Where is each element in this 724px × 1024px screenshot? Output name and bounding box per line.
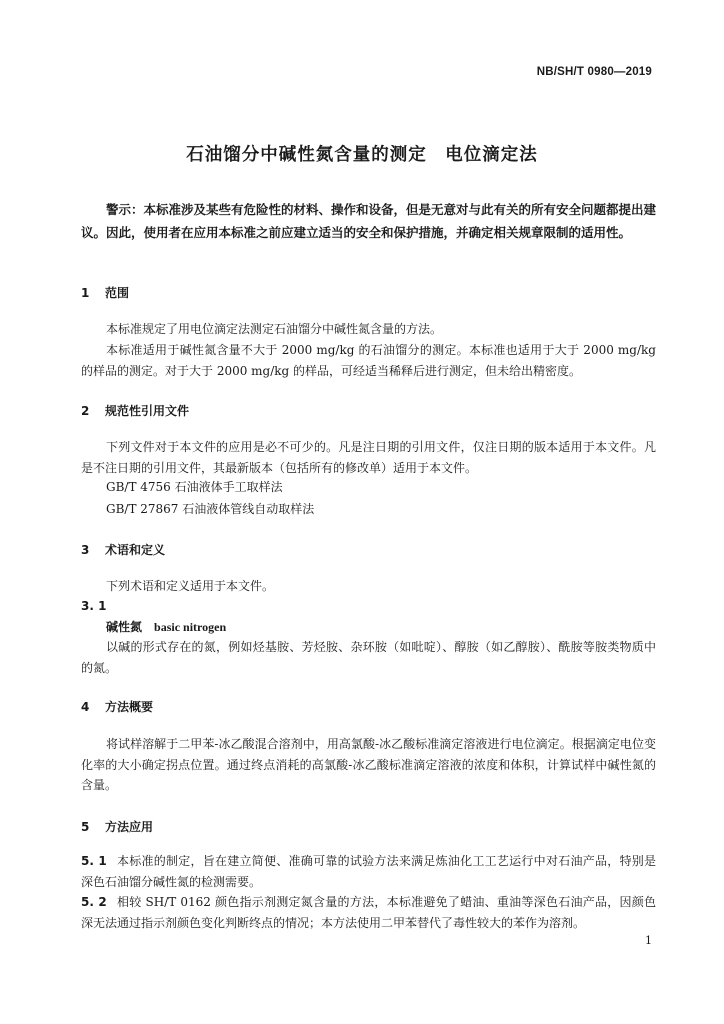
term-chinese: 碱性氮 bbox=[106, 620, 143, 634]
document-title: 石油馏分中碱性氮含量的测定 电位滴定法 bbox=[186, 145, 538, 165]
section-5-heading bbox=[81, 818, 153, 835]
section-4-paragraph-1: 将试样溶解于二甲苯-冰乙酸混合溶剂中，用高氯酸-冰乙酸标准滴定溶液进行电位滴定。根据滴定电位变化率的大小确定拐点位置。通过终点消耗的高氯酸-冰乙酸标准滴定溶液的浓度和体积，计算试样中碱性氮的含量。 bbox=[81, 737, 656, 792]
section-1-paragraph-2: 本标准适用于碱性氮含量不大于 2000 mg/kg 的石油馏分的测定。本标准也适用于大于 2000 mg/kg 的样品的测定。对于大于 2000 mg/kg 的样品，可经适当稀释后进行测定，但未给出精密度。 bbox=[81, 343, 656, 378]
section-3-paragraph-1: 下列术语和定义适用于本文件。 bbox=[106, 579, 275, 593]
section-5-item-2 bbox=[81, 892, 656, 933]
section-title: 规范性引用文件 bbox=[105, 404, 190, 418]
item-text: 相较 SH/T 0162 颜色指示剂测定氮含量的方法，本标准避免了蜡油、重油等深色石油产品，因颜色深无法通过指示剂颜色变化判断终点的情况；本方法使用二甲苯替代了毒性较大的苯作为溶剂。 bbox=[81, 895, 657, 930]
section-number: 2 bbox=[81, 404, 90, 418]
term-definition: 以碱的形式存在的氮，例如烃基胺、芳烃胺、杂环胺（如吡啶）、醇胺（如乙醇胺）、酰胺等胺类物质中的氮。 bbox=[81, 640, 656, 675]
section-number: 4 bbox=[81, 700, 90, 714]
reference-item: GB/T 27867 石油液体管线自动取样法 bbox=[106, 502, 315, 516]
section-3-heading bbox=[81, 541, 165, 558]
reference-item: GB/T 4756 石油液体手工取样法 bbox=[106, 480, 283, 494]
section-2-paragraph-1: 下列文件对于本文件的应用是必不可少的。凡是注日期的引用文件，仅注日期的版本适用于本文件。凡是不注日期的引用文件，其最新版本（包括所有的修改单）适用于本文件。 bbox=[81, 440, 656, 475]
item-number: 5. 1 bbox=[81, 854, 107, 868]
section-title: 方法应用 bbox=[105, 820, 154, 834]
section-4-heading bbox=[81, 698, 153, 715]
section-title: 范围 bbox=[105, 286, 130, 300]
subclause-number: 3. 1 bbox=[81, 599, 107, 613]
section-1-paragraph-1: 本标准规定了用电位滴定法测定石油馏分中碱性氮含量的方法。 bbox=[106, 322, 443, 336]
section-number: 3 bbox=[81, 543, 90, 557]
section-number: 1 bbox=[81, 286, 90, 300]
section-1-heading bbox=[81, 284, 129, 301]
term-entry bbox=[106, 618, 226, 635]
standard-code: NB/SH/T 0980—2019 bbox=[536, 66, 652, 78]
item-number: 5. 2 bbox=[81, 895, 107, 909]
term-english: basic nitrogen bbox=[154, 620, 227, 634]
section-number: 5 bbox=[81, 820, 90, 834]
item-text: 本标准的制定，旨在建立简便、准确可靠的试验方法来满足炼油化工工艺运行中对石油产品，特别是深色石油馏分碱性氮的检测需要。 bbox=[81, 854, 656, 889]
section-5-item-1 bbox=[81, 851, 656, 892]
warning-paragraph: 警示：本标准涉及某些有危险性的材料、操作和设备，但是无意对与此有关的所有安全问题都提出建议。因此，使用者在应用本标准之前应建立适当的安全和保护措施，并确定相关规章限制的适用性。 bbox=[81, 202, 657, 240]
section-title: 术语和定义 bbox=[105, 543, 166, 557]
section-title: 方法概要 bbox=[105, 700, 154, 714]
section-2-heading bbox=[81, 402, 189, 419]
page-number: 1 bbox=[645, 934, 652, 947]
